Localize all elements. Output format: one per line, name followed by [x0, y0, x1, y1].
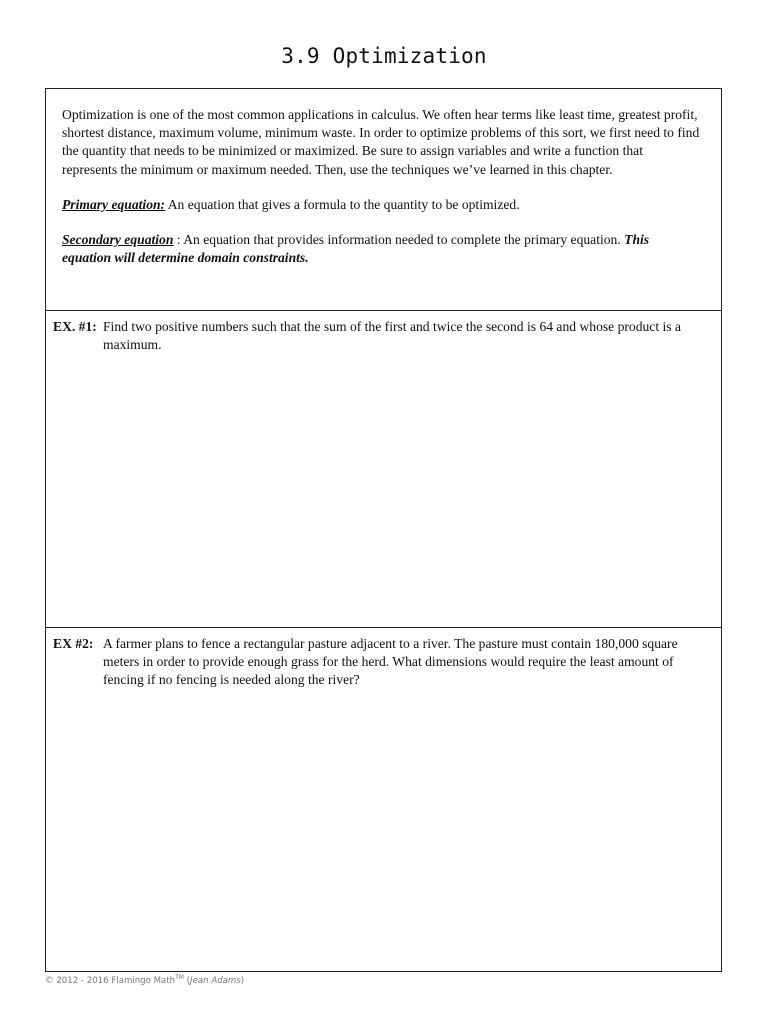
example-2-text: A farmer plans to fence a rectangular pasture adjacent to a river. The pasture must contain 180,000 square meters in order to provide enough grass for the herd. What dimensions would require the least amount of fencing if no fencing is needed along the river?: [103, 636, 678, 688]
intro-paragraph: Optimization is one of the most common applications in calculus. We often hear terms like least time, greatest profit, shortest distance, maximum volume, minimum waste. In order to optimize problems of this sort, we first need to find the quantity that needs to be minimized or maximized. Be sure to assign variables and write a function that represents the minimum or maximum needed. Then, use the techniques we’ve learned in this chapter.: [62, 107, 700, 177]
example-1-section: [46, 311, 721, 628]
trademark-mark: TM: [175, 974, 184, 981]
example-2-section: [46, 628, 721, 971]
copyright-text: © 2012 - 2016 Flamingo Math: [45, 975, 176, 986]
example-1-label: EX. #1:: [53, 319, 97, 334]
intro-section: [46, 89, 721, 311]
primary-equation-term: Primary equation:: [62, 196, 166, 212]
secondary-equation-definition: [62, 231, 701, 267]
example-1-text: Find two positive numbers such that the sum of the first and twice the second is 64 and whose product is a maximum.: [103, 319, 682, 353]
primary-equation-definition: [62, 196, 701, 214]
secondary-equation-text: : An equation that provides information needed to complete the primary equation.: [173, 232, 625, 248]
worksheet-frame: [45, 88, 722, 972]
secondary-equation-term: Secondary equation: [62, 232, 174, 248]
author-name: Jean Adams: [190, 975, 241, 986]
example-1: [53, 318, 713, 354]
primary-equation-text: An equation that gives a formula to the quantity to be optimized.: [165, 196, 520, 212]
example-2: [53, 635, 713, 690]
copyright-footer: © 2012 - 2016 Flamingo Math™ (Jean Adams): [45, 974, 245, 986]
page-title: 3.9 Optimization: [281, 44, 487, 68]
secondary-equation-emphasis: This equation will determine domain constraints.: [62, 232, 650, 266]
example-2-label: EX #2:: [53, 636, 94, 651]
